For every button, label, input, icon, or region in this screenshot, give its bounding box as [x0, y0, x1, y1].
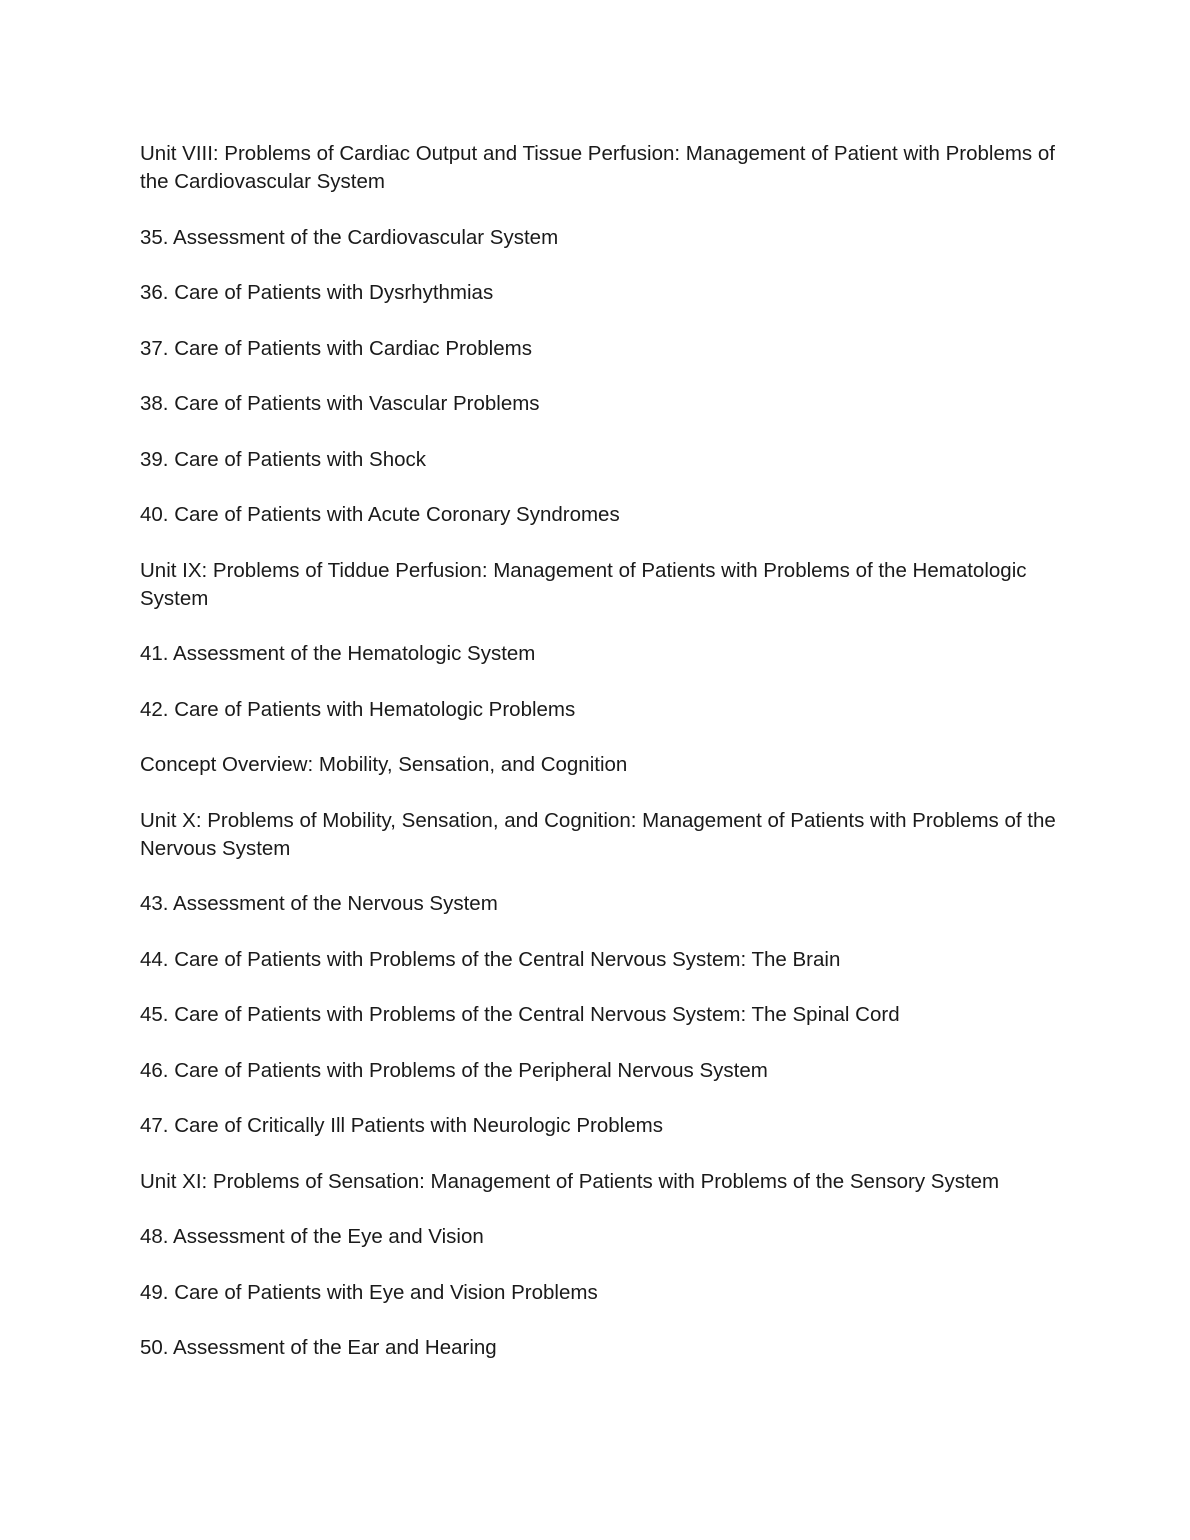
chapter-entry: 46. Care of Patients with Problems of the Peripheral Nervous System: [140, 1058, 768, 1082]
concept-overview-heading: Concept Overview: Mobility, Sensation, and Cognition: [140, 753, 628, 776]
chapter-entry: 40. Care of Patients with Acute Coronary Syndromes: [140, 503, 620, 526]
unit-heading: Unit VIII: Problems of Cardiac Output and Tissue Perfusion: Management of Patient with Problems of the Cardiovascular System: [140, 142, 1055, 193]
chapter-entry: 38. Care of Patients with Vascular Problems: [140, 392, 540, 415]
chapter-entry: 45. Care of Patients with Problems of the Central Nervous System: The Spinal Cord: [140, 1003, 900, 1026]
chapter-entry: 39. Care of Patients with Shock: [140, 447, 427, 471]
chapter-entry: 37. Care of Patients with Cardiac Problems: [140, 336, 532, 360]
chapter-entry: 42. Care of Patients with Hematologic Problems: [140, 697, 576, 721]
chapter-entry: 41. Assessment of the Hematologic System: [140, 642, 536, 665]
chapter-entry: 43. Assessment of the Nervous System: [140, 892, 498, 915]
chapter-entry: 44. Care of Patients with Problems of the Central Nervous System: The Brain: [140, 947, 841, 971]
unit-heading: Unit X: Problems of Mobility, Sensation, and Cognition: Management of Patients with Problems of the Nervous System: [140, 808, 1056, 860]
chapter-entry: 47. Care of Critically Ill Patients with Neurologic Problems: [140, 1114, 663, 1137]
chapter-entry: 49. Care of Patients with Eye and Vision Problems: [140, 1280, 598, 1304]
unit-heading: Unit IX: Problems of Tiddue Perfusion: Management of Patients with Problems of the Hematologic System: [140, 558, 1027, 610]
chapter-entry: 36. Care of Patients with Dysrhythmias: [140, 281, 494, 304]
unit-heading: Unit XI: Problems of Sensation: Management of Patients with Problems of the Sensory System: [140, 1169, 1000, 1193]
chapter-entry: 48. Assessment of the Eye and Vision: [140, 1225, 484, 1248]
chapter-entry: 35. Assessment of the Cardiovascular System: [140, 225, 559, 249]
contents-list: [140, 140, 1060, 1390]
chapter-entry: 50. Assessment of the Ear and Hearing: [140, 1336, 497, 1359]
